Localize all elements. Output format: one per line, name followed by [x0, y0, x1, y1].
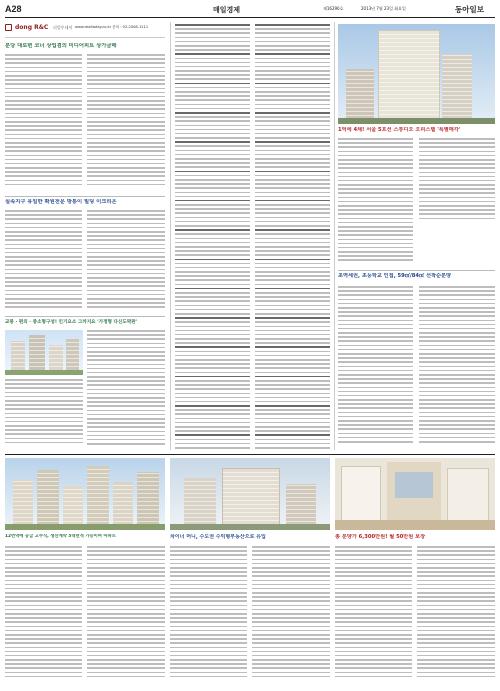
- logo-ad: [5, 22, 165, 38]
- paper-name: 동아일보: [455, 5, 484, 14]
- section1-body: [5, 54, 165, 192]
- bottom-headline-2: 차이너 머니, 수도권 수익형부동산으로 유입: [170, 534, 266, 540]
- section-name: 매일경제: [213, 6, 241, 14]
- issue-date: 2013년 7월 23일 화요일: [361, 6, 406, 11]
- section3-body-left: [5, 379, 83, 450]
- section5-headline: 초역세권, 초등학교 인접, 59㎡/84㎡ 선착순분양: [338, 273, 452, 279]
- page-number: A28: [5, 4, 22, 14]
- bottom-divider: [5, 454, 495, 455]
- bottom-photo-2: [170, 458, 330, 530]
- section2-rule: [5, 196, 165, 197]
- bottom-photo-3: [335, 458, 495, 530]
- section5-rule: [338, 270, 495, 271]
- section5-body: [338, 286, 495, 450]
- section3-rule: [5, 316, 165, 317]
- section2-body: [5, 210, 165, 312]
- right-column-border: [334, 22, 335, 450]
- bottom-headline-3: 총 분양가 6,300만원! 월 50만원 보장: [335, 534, 426, 540]
- logo-mark: [5, 24, 12, 31]
- section2-headline: 실속지구 유일한 확원전문 방통이 빌딩 이크리온: [5, 199, 117, 205]
- bottom-photo-1: [5, 458, 165, 530]
- bottom-body-3: [335, 546, 495, 686]
- apartment-photo: [5, 330, 83, 375]
- listing-column: [175, 24, 250, 450]
- logo-sub: 리얼투데이: [53, 25, 73, 30]
- section3-headline: 교통 · 편의 · 중소형구성! 인기요소 그까지요 '가정형 다신도팍판': [5, 320, 138, 325]
- section4-headline: 1억에 4채! 서울 5호선 스튜디오 오피스텔 '특별매각': [338, 127, 461, 133]
- issue-number: 제16290호: [323, 6, 344, 11]
- section4-body: [338, 138, 495, 268]
- bottom-body-2: [170, 546, 330, 686]
- section1-headline: 분당 대로변 코너 상업겸의 미디어피트 상가금매: [5, 43, 117, 49]
- masthead-rule: [5, 17, 495, 18]
- section3-body: [87, 330, 165, 450]
- masthead: [5, 4, 495, 16]
- logo-contact: www.realtoday.co.kr 문의 : 02-2008-1211: [75, 25, 149, 29]
- middle-column-border: [170, 22, 171, 450]
- bottom-headline-1: 12번역에 공급 고주식, 생산계약 5대면적 가능이며 아파트: [5, 534, 116, 539]
- logo-name: dong R&C: [15, 24, 49, 31]
- bottom-body-1: [5, 546, 165, 686]
- listing-column-2: [255, 24, 330, 450]
- officetel-photo: [338, 24, 495, 124]
